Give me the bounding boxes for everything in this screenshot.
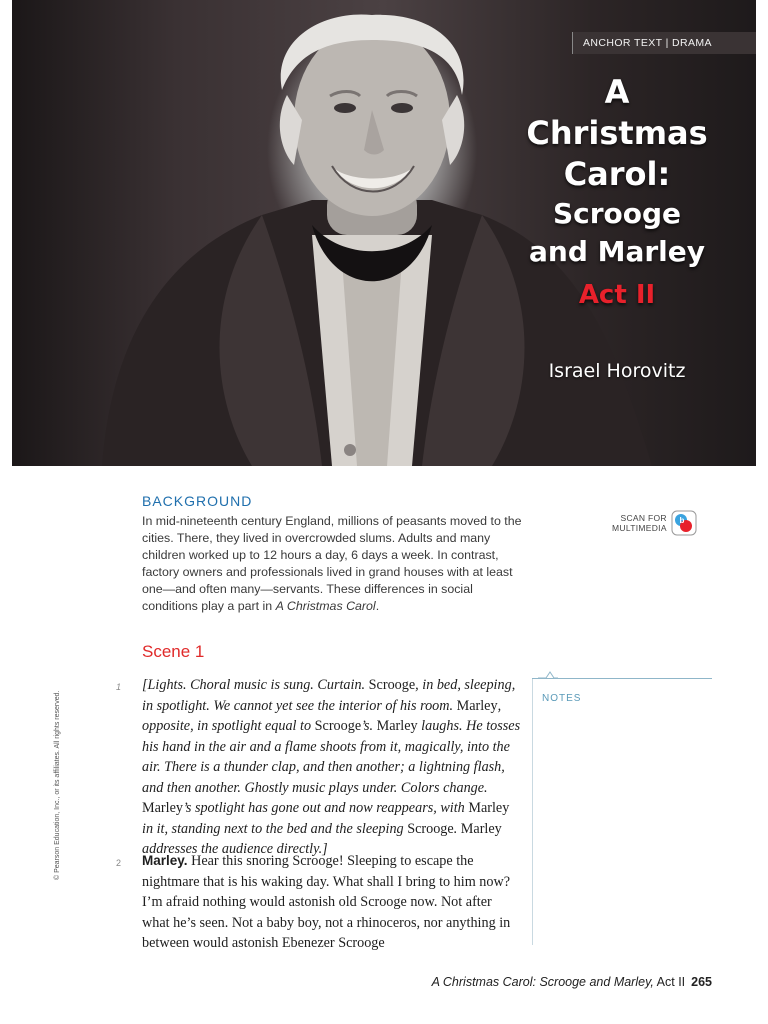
notes-divider <box>532 678 712 679</box>
stage-direction: , opposite, in spotlight equal to <box>142 697 502 734</box>
hero-title <box>492 72 742 315</box>
multimedia-icon[interactable] <box>671 510 697 536</box>
anchor-text-tag: ANCHOR TEXT | DRAMA <box>572 32 756 54</box>
title-line-4: Scrooge <box>552 197 682 230</box>
background-text <box>142 513 522 615</box>
paragraph-number: 1 <box>116 682 122 692</box>
page-number: 265 <box>691 975 712 989</box>
scan-label-line2: MULTIMEDIA <box>612 523 667 533</box>
notes-margin-line <box>532 679 533 945</box>
title-line-5: and Marley <box>528 235 706 268</box>
stage-direction: , in bed, sleeping, in spotlight. We cannot yet see the interior of his room. <box>142 677 516 714</box>
character-name: Marley <box>456 697 498 714</box>
stage-direction: ’s spotlight has gone out and now reappears, with <box>182 800 469 816</box>
paragraph-number: 2 <box>116 858 122 868</box>
copyright-notice: © Pearson Education, Inc., or its affiliates. All rights reserved. <box>54 690 61 880</box>
paragraph-1 <box>116 675 522 860</box>
scene-heading: Scene 1 <box>142 642 205 661</box>
stage-direction: ’s. <box>361 718 377 734</box>
footer-title: A Christmas Carol: Scrooge and Marley, <box>431 975 654 989</box>
paragraph-2 <box>116 851 522 954</box>
title-line-3: Carol: <box>563 155 671 193</box>
stage-direction: laughs. He tosses his hand in the air and a flame shoots from it, magically, into the air. There is a thunder clap, and then another; a lightning flash, and then another. Ghostly music plays under. Colors change. <box>142 718 521 796</box>
character-name: Scrooge <box>314 718 362 734</box>
stage-direction: in it, standing next to the bed and the sleeping <box>142 820 408 837</box>
scan-for-multimedia[interactable] <box>612 510 697 536</box>
svg-text:b: b <box>679 516 685 525</box>
scan-label <box>612 513 667 533</box>
background-text-main: In mid-nineteenth century England, millions of peasants moved to the cities. There, they lived in overcrowded slums. Adults and many children worked up to 12 hours a day, 6 days a week. In contrast, factory owners and professionals lived in grand houses with at least one—and often many—servants. These differences in social conditions play a part in <box>142 514 522 613</box>
stage-direction: . <box>453 820 461 837</box>
character-name: Marley <box>468 800 510 816</box>
background-heading: BACKGROUND <box>142 493 253 509</box>
dialogue-text: Hear this snoring Scrooge! Sleeping to escape the nightmare that is his waking day. What shall I bring to him now? I’m afraid nothing would astonish old Scrooge now. Not after what he’s seen. Not a baby boy, not a rhinoceros, nor anything in between would astonish Ebenezer Scrooge <box>142 853 511 951</box>
notes-label: NOTES <box>542 693 582 704</box>
hero-photo <box>12 0 756 466</box>
character-name: Marley <box>376 718 418 734</box>
author-name: Israel Horovitz <box>548 360 686 382</box>
speaker-name: Marley. <box>142 853 188 868</box>
character-name: Scrooge <box>368 677 416 693</box>
footer-act: Act II <box>653 975 686 989</box>
act-label: Act II <box>578 280 656 310</box>
background-text-end: . <box>375 599 380 613</box>
character-name: Marley <box>460 820 502 837</box>
scan-label-line1: SCAN FOR <box>620 513 667 523</box>
title-line-1: A <box>604 73 630 111</box>
character-name: Scrooge <box>407 820 454 837</box>
page-footer <box>432 975 712 989</box>
title-line-2: Christmas <box>526 114 708 152</box>
stage-direction: addresses the audience directly.] <box>142 841 328 857</box>
background-text-title: A Christmas Carol <box>275 599 376 613</box>
character-name: Marley <box>142 800 183 816</box>
stage-direction: [Lights. Choral music is sung. Curtain. <box>142 677 369 693</box>
